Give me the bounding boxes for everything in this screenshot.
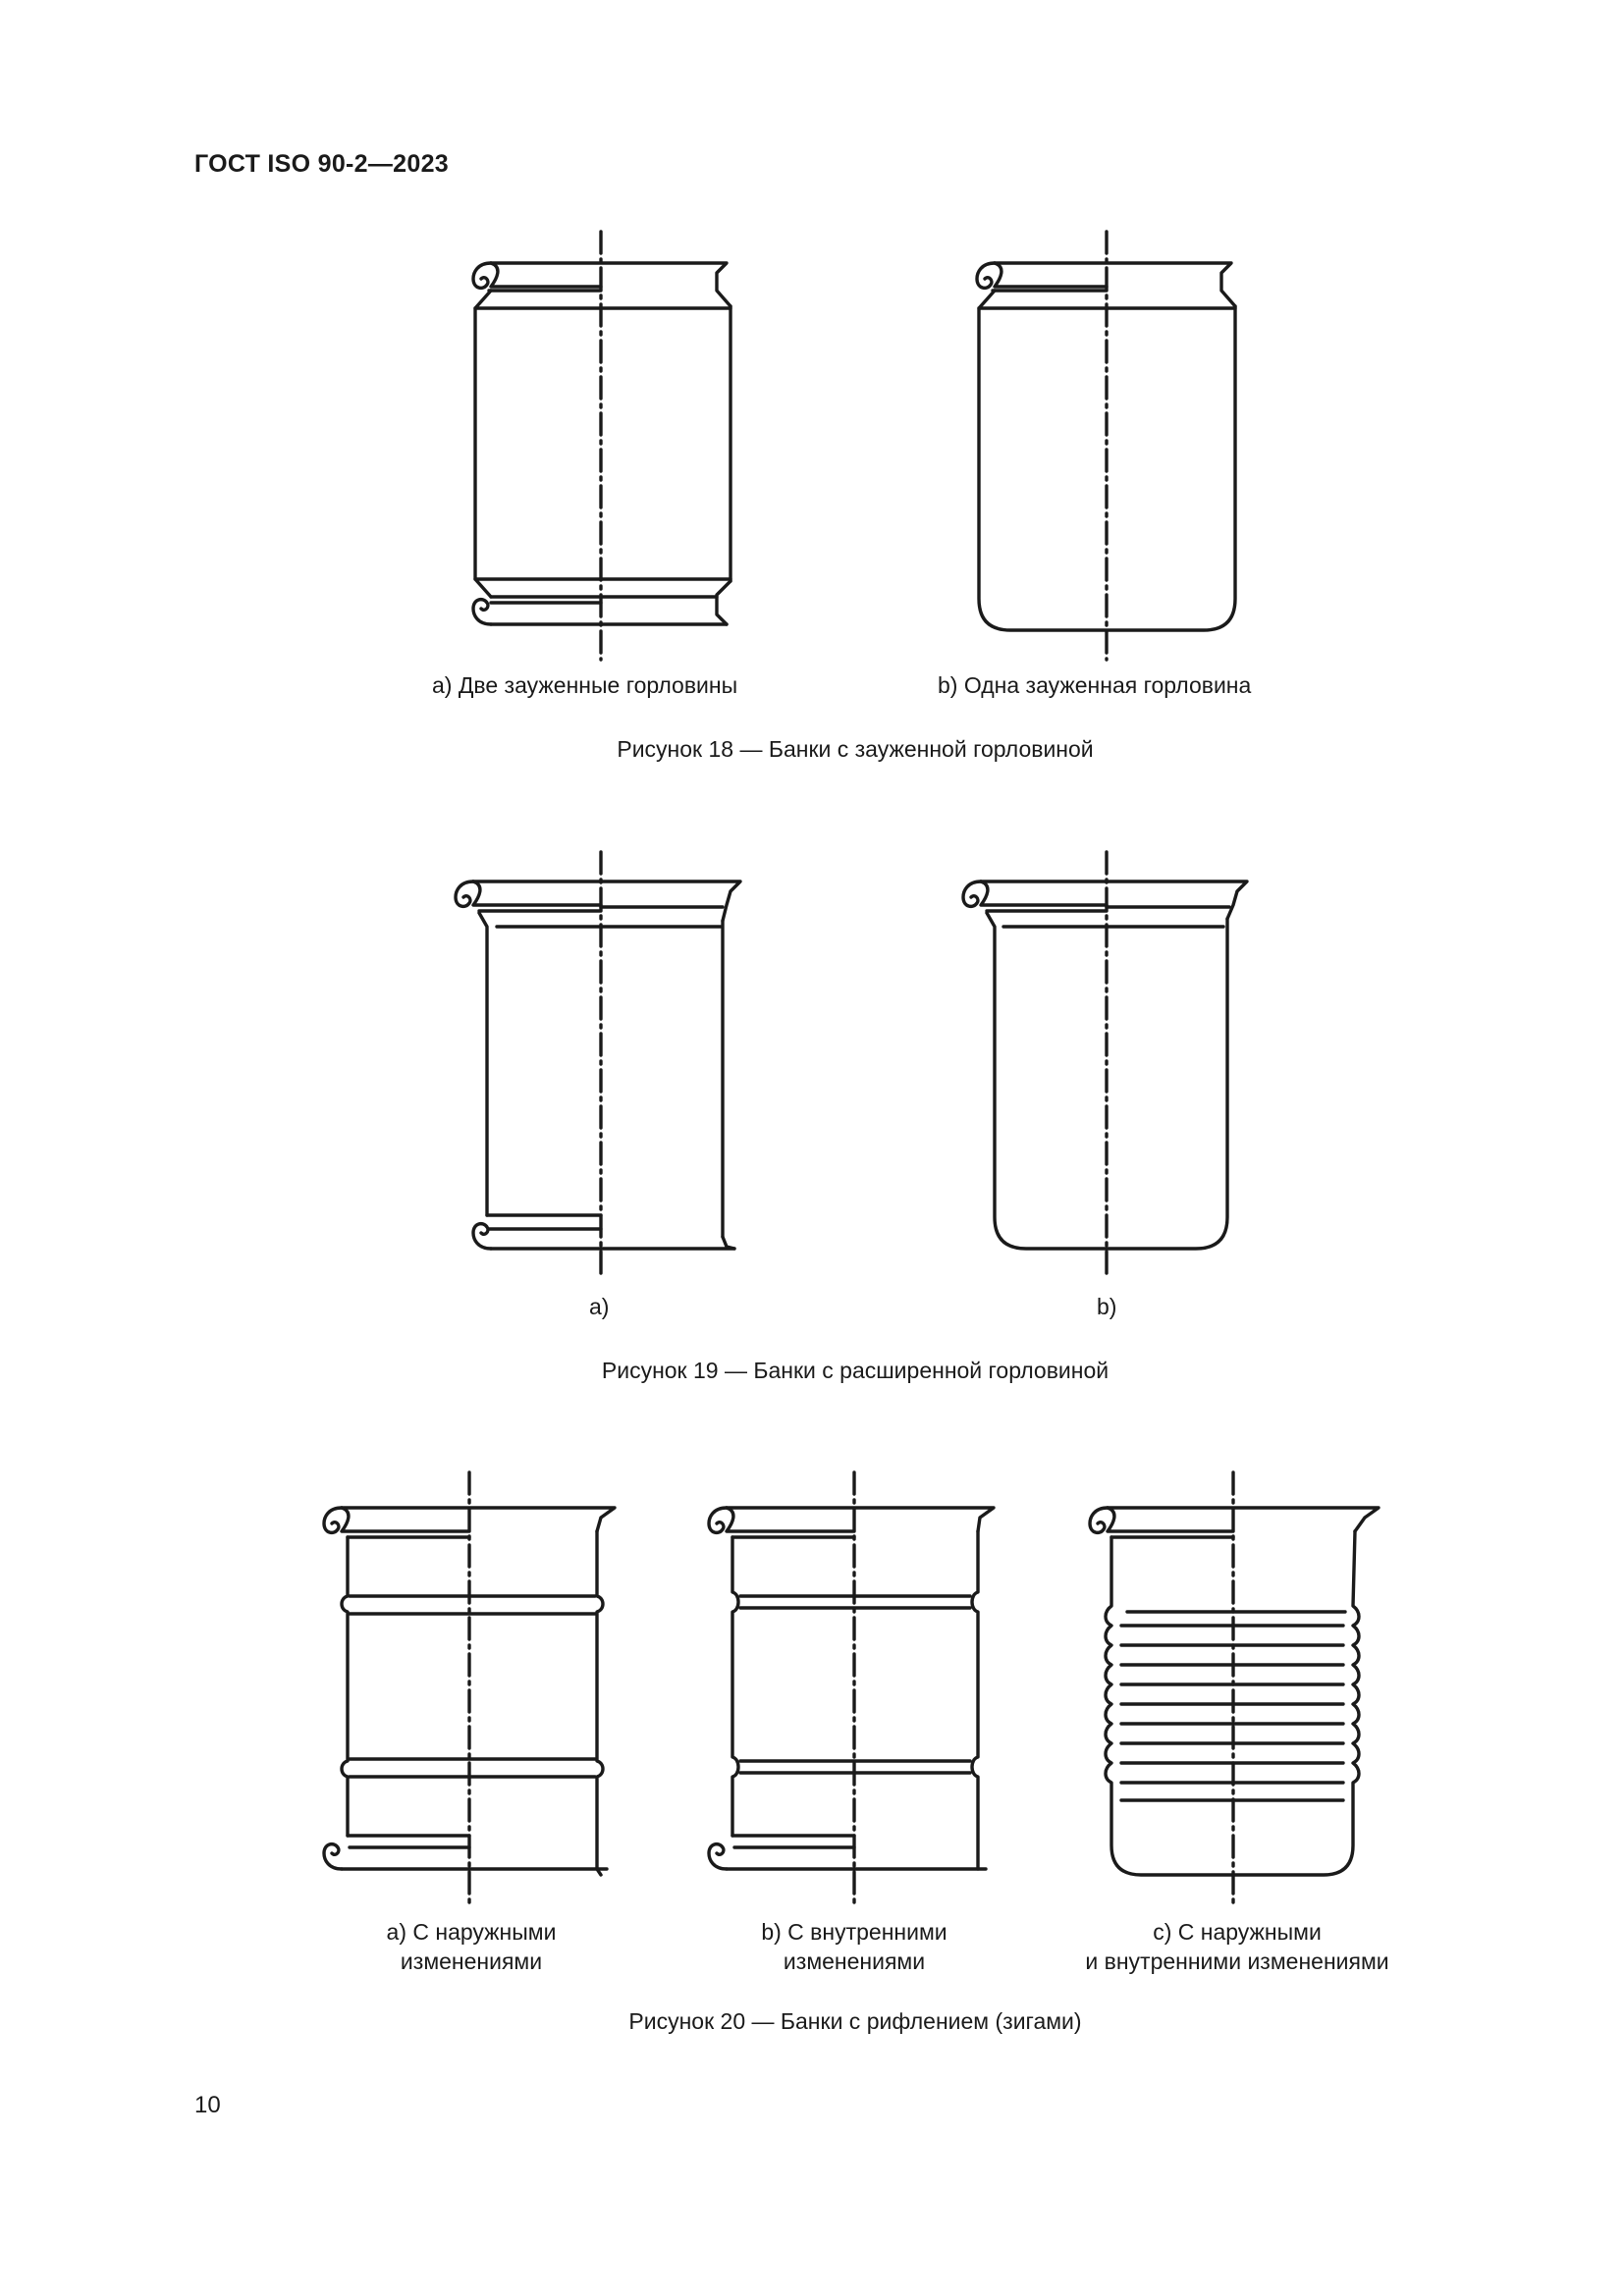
fig20-subcaption-c xyxy=(1070,1917,1404,1976)
fig20-subcaption-a-line1: a) С наружными xyxy=(386,1919,557,1945)
fig18-subcaption-b: b) Одна зауженная горловина xyxy=(938,672,1252,698)
fig19a-can-drawing xyxy=(456,852,740,1278)
fig18a-can-drawing xyxy=(473,232,731,660)
fig20b-can-drawing xyxy=(709,1472,994,1906)
fig20c-can-drawing xyxy=(1090,1472,1379,1906)
fig19b-can-drawing xyxy=(963,852,1247,1278)
fig18-caption: Рисунок 18 — Банки с зауженной горловиной xyxy=(617,736,1094,762)
fig20-subcaption-b xyxy=(707,1917,1001,1976)
fig20a-can-drawing xyxy=(324,1472,615,1906)
page-number: 10 xyxy=(194,2092,221,2118)
fig20-subcaption-b-line1: b) С внутренними xyxy=(761,1919,947,1945)
fig20-subcaption-c-line1: c) С наружными xyxy=(1153,1919,1322,1945)
fig20-subcaption-a xyxy=(324,1917,619,1976)
fig19-subcaption-a: a) xyxy=(589,1294,610,1319)
fig18b-can-drawing xyxy=(977,232,1235,660)
fig20-subcaption-c-line2: и внутренними изменениями xyxy=(1085,1949,1389,1974)
document-header: ГОСТ ISO 90-2—2023 xyxy=(194,150,450,178)
fig18-subcaption-a: a) Две зауженные горловины xyxy=(432,672,738,698)
fig20-caption: Рисунок 20 — Банки с рифлением (зигами) xyxy=(628,2008,1082,2034)
fig20-subcaption-a-line2: изменениями xyxy=(400,1949,543,1974)
fig19-subcaption-b: b) xyxy=(1097,1294,1117,1319)
fig20-subcaption-b-line2: изменениями xyxy=(783,1949,926,1974)
fig19-caption: Рисунок 19 — Банки с расширенной горловиной xyxy=(601,1358,1110,1383)
